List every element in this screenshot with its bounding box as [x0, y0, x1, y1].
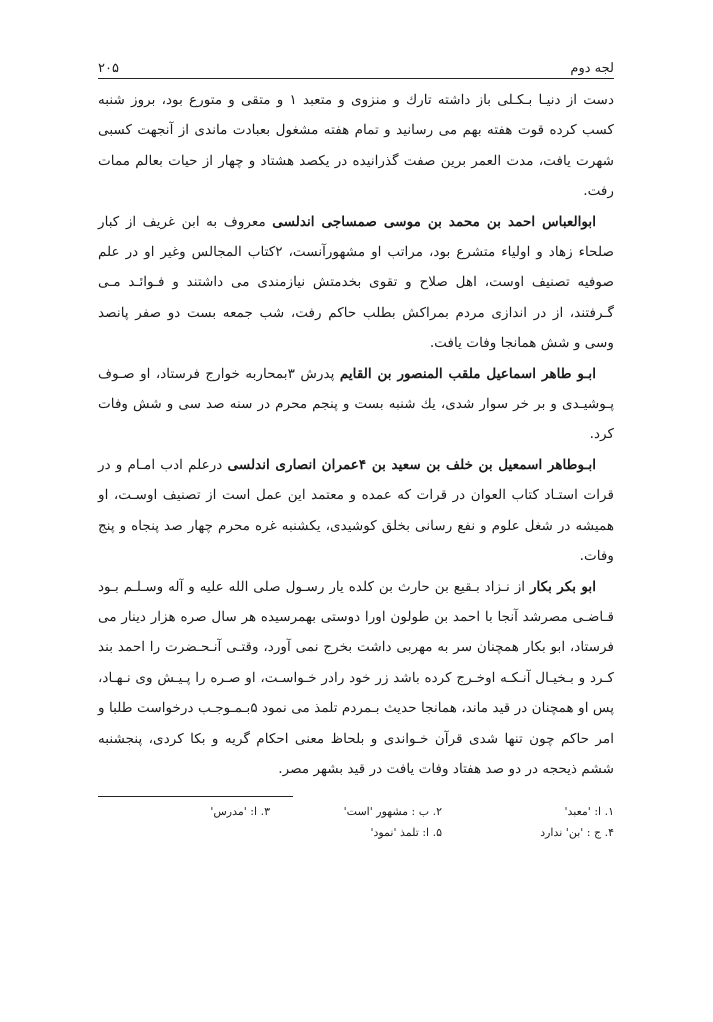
chapter-title: لجه دوم	[570, 61, 614, 76]
paragraph	[98, 85, 614, 207]
footnote: ۲. ب : مشهور 'است'	[343, 805, 442, 819]
running-header	[98, 52, 614, 76]
paragraph-text: درعلم ادب امـام و در قرات استـاد کتاب العوان در قرات که عمده و معتمد این عمل است از تصنیف اوسـت، او همیشه در شغل علوم و نفع رسانی بخلق کوشیدی، یکشنبه غره محرم چهار صد پنجاه و پنج وفات.	[98, 456, 614, 565]
paragraph-text: دست از دنیـا بـکـلی باز داشته تارك و منزوى و متعبد ۱ و متقى و متورع بود، بروز شنبه کسب کرده قوت هفته بهم می رسانید و تمام هفته مشغول بعبادت ماندی از آنجهت کسبی شهرت یافت، مدت العمر برین صفت گذرانیده در یکصد هشتاد و چهار از حیات بعالم ممات رفت.	[98, 92, 615, 200]
paragraph	[98, 450, 614, 572]
paragraph	[98, 207, 614, 359]
biography-name: ابوالعباس احمد بن محمد بن موسى صمساجی اندلسی	[272, 213, 596, 230]
footnotes	[98, 801, 614, 843]
header-rule	[98, 78, 614, 79]
document-page	[98, 52, 614, 843]
footnote-row	[98, 822, 614, 843]
paragraph	[98, 359, 614, 450]
footnote-rule	[98, 796, 293, 797]
page-number: ۲۰۵	[98, 61, 119, 76]
footnote: ۵. ا: تلمذ 'نمود'	[370, 826, 442, 840]
biography-name: ابو بکر بکار	[529, 578, 596, 595]
footnote-row	[98, 801, 614, 822]
biography-name: ابـو طاهر اسماعیل ملقب المنصور بن القایم	[339, 365, 596, 382]
footnote: ۳. ا: 'مدرس'	[210, 805, 270, 819]
paragraph	[98, 572, 614, 785]
footnote: ۴. ج : 'بن' ندارد	[540, 826, 614, 840]
biography-name: ابـوطاهر اسمعیل بن خلف بن سعید بن ۴عمران انصاری اندلسی	[227, 456, 597, 473]
paragraph-text: معروف به ابن غریف از کبار صلحاء زهاد و اولیاء متشرع بود، مراتب او مشهورآنست، ۲کتاب المجالس وغیر او در علم صوفیه تصنیف اوست، اهل صلاح و تقوی بخدمتش نیازمندی می داشتند و فـوائـد مـی گـرفتند، از در اندازی مردم بمراکش بطلب حاکم رفت، شب جمعه بست دو صفر پانصد وسی و شش همانجا وفات یافت.	[98, 213, 615, 352]
footnote: ۱. ا: 'معبد'	[564, 805, 614, 819]
paragraph-text: از نـزاد بـقیع بن حارث بن کلده یار رسـول صلی الله علیه و آله وسـلـم بـود قـاضـی مصرشد آنجا با احمد بن طولون اورا دوستی بهمرسیده هر سال صره هزار دینار می فرستاد، ابو بکار همچنان سر به مهربی داشت بخرج نمی آورد، وقتـی آنـحـضرت را احمد بند کـرد و بـخیـال آنـکـه اوخـرج کرده باشد زر خود رادر خـواسـت، او صـره را پـیـش وی نـهـاد، پس او همچنان در قید ماند، همانجا حدیث بـمردم تلمذ می نمود ۵بـمـوجـب درخواست طلبا و امر حاکم چون تنها شدی قرآن خـواندی و بلحاظ معنی احکام گریه و بکا کردی، پنجشنبه ششم ذیحجه در دو صد هفتاد وفات یافت در قید بشهر مصر.	[98, 578, 615, 777]
paragraph-text: پدرش ۳بمحاربه خوارج فرستاد، او صـوف پـوشیـدی و بر خر سوار شدی، یك شنبه بست و پنجم محرم در سنه صد سی و شش وفات کرد.	[98, 365, 614, 443]
